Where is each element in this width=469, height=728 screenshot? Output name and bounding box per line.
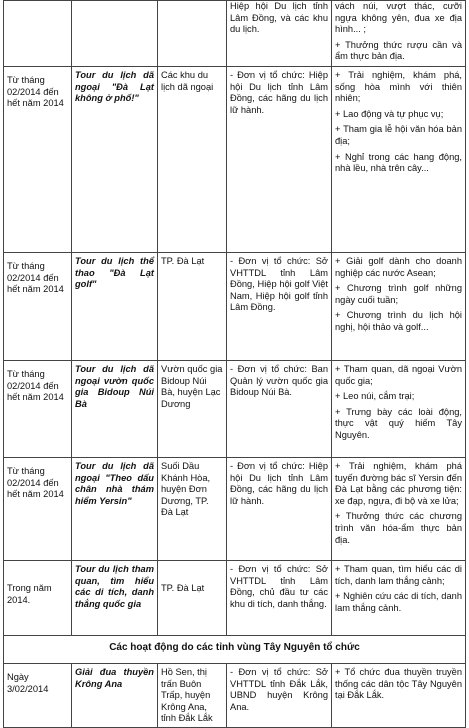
activity-item: + Leo núi, cắm trại; — [335, 391, 415, 402]
time-cell: Ngày 3/02/2014 — [4, 664, 72, 728]
table-row — [4, 1, 466, 67]
activity-item: + Tham gia lễ hội văn hóa bản địa; — [335, 124, 462, 146]
location-cell: Suối Dầu Khánh Hòa, huyện Đơn Dương, TP. Đà Lạt — [158, 458, 227, 561]
activity-item: + Thưởng thức rượu cần và ẩm thực bản địa. — [335, 39, 462, 62]
tour-cell: Tour du lịch dã ngoại "Theo dấu chân nhà thám hiểm Yersin" — [72, 458, 158, 561]
table-row — [4, 561, 466, 636]
organizer-text: Hiệp hội Du lịch tỉnh Lâm Đồng, và các khu du lịch. — [230, 1, 328, 35]
location-cell: Hồ Sen, thị trấn Buôn Trấp, huyện Krông Ana, tỉnh Đắk Lắk — [158, 664, 227, 728]
activities-cell — [332, 664, 466, 728]
location-cell: Vườn quốc gia Bidoup Núi Bà, huyện Lạc Dương — [158, 361, 227, 458]
events-table — [3, 0, 466, 728]
time-cell: Từ tháng 02/2014 đến hết năm 2014 — [4, 67, 72, 253]
section-header-row — [4, 636, 466, 664]
time-cell: Từ tháng 02/2014 đến hết năm 2014 — [4, 253, 72, 361]
organizer-cell: - Đơn vị tổ chức: Hiệp hội Du lịch tỉnh Lâm Đồng, các hãng du lịch lữ hành. — [227, 458, 332, 561]
table-row — [4, 253, 466, 361]
activity-item: + Chương trình du lịch hội nghị, hội thảo và golf... — [335, 310, 462, 332]
organizer-cell: - Đơn vị tổ chức: Ban Quản lý vườn quốc gia Bidoup Núi Bà. — [227, 361, 332, 458]
organizer-cell — [227, 1, 332, 67]
activity-item: + Nghỉ trong các hang động, nhà lều, nhà trên cây... — [335, 151, 462, 174]
time-cell: Trong năm 2014. — [4, 561, 72, 636]
activity-item: + Tham quan, dã ngoại Vườn quốc gia; — [335, 364, 462, 386]
tour-cell — [72, 1, 158, 67]
activity-item: + Thưởng thức các chương trình văn hóa-ẩm thực bản địa. — [335, 511, 462, 545]
activity-item: + Nghiên cứu các di tích, danh lam thắng cảnh. — [335, 591, 462, 613]
time-cell: Từ tháng 02/2014 đến hết năm 2014 — [4, 458, 72, 561]
section-title: Các hoạt động do các tỉnh vùng Tây Nguyên tổ chức — [4, 636, 466, 664]
activity-item: + Lao động và tự phục vụ; — [335, 108, 444, 119]
activities-cell — [332, 561, 466, 636]
organizer-cell: - Đơn vị tổ chức: Hiệp hội Du lịch tỉnh Lâm Đồng, các hãng du lịch lữ hành. — [227, 67, 332, 253]
activity-item: + Trưng bày các loài động, thực vật quý hiếm Tây Nguyên. — [335, 406, 462, 440]
activities-cell — [332, 253, 466, 361]
tour-cell: Tour du lịch tham quan, tìm hiểu các di tích, danh thắng quốc gia — [72, 561, 158, 636]
table-row — [4, 664, 466, 728]
time-cell: Từ tháng 02/2014 đến hết năm 2014 — [4, 361, 72, 458]
activity-item: vách núi, vượt thác, cưỡi ngựa không yên, đua xe địa hình... ; — [335, 1, 462, 35]
table-row — [4, 67, 466, 253]
tour-cell: Giải đua thuyền Krông Ana — [72, 664, 158, 728]
organizer-cell: - Đơn vị tổ chức: Sở VHTTDL tỉnh Lâm Đồng, chủ đầu tư các khu di tích, danh thắng. — [227, 561, 332, 636]
activity-item: + Chương trình golf những ngày cuối tuần; — [335, 283, 462, 305]
table-row — [4, 458, 466, 561]
location-cell: TP. Đà Lạt — [158, 253, 227, 361]
tour-cell: Tour du lịch dã ngoại "Đà Lạt không ở phố!" — [72, 67, 158, 253]
tour-cell: Tour du lịch dã ngoại vườn quốc gia Bidoup Núi Bà — [72, 361, 158, 458]
time-cell — [4, 1, 72, 67]
location-cell: TP. Đà Lạt — [158, 561, 227, 636]
activity-item: + Tham quan, tìm hiểu các di tích, danh lam thắng cảnh; — [335, 564, 462, 586]
location-cell — [158, 1, 227, 67]
location-cell: Các khu du lịch dã ngoại — [158, 67, 227, 253]
activities-cell — [332, 1, 466, 67]
activities-cell — [332, 458, 466, 561]
activities-cell — [332, 67, 466, 253]
organizer-cell: - Đơn vị tổ chức: Sở VHTTDL tỉnh Đắk Lắk, UBND huyện Krông Ana. — [227, 664, 332, 728]
organizer-cell: - Đơn vị tổ chức: Sở VHTTDL tỉnh Lâm Đồng, Hiệp hội golf Việt Nam, Hiệp hội golf tỉnh Lâm Đồng. — [227, 253, 332, 361]
table-row — [4, 361, 466, 458]
activity-item: + Trải nghiệm, khám phá tuyến đường bác sĩ Yersin đến Đà Lạt bằng các phương tiện: xe đạp, ngựa, đi bộ và xe lửa; — [335, 461, 462, 506]
activities-cell — [332, 361, 466, 458]
activity-item: + Trải nghiệm, khám phá, sống hòa mình với thiên nhiên; — [335, 70, 462, 104]
tour-cell: Tour du lịch thể thao "Đà Lạt golf" — [72, 253, 158, 361]
activity-item: + Tổ chức đua thuyền truyền thống các dân tộc Tây Nguyên tại Đắk Lắk. — [335, 667, 462, 701]
activity-item: + Giải golf dành cho doanh nghiệp các nước Asean; — [335, 256, 462, 278]
